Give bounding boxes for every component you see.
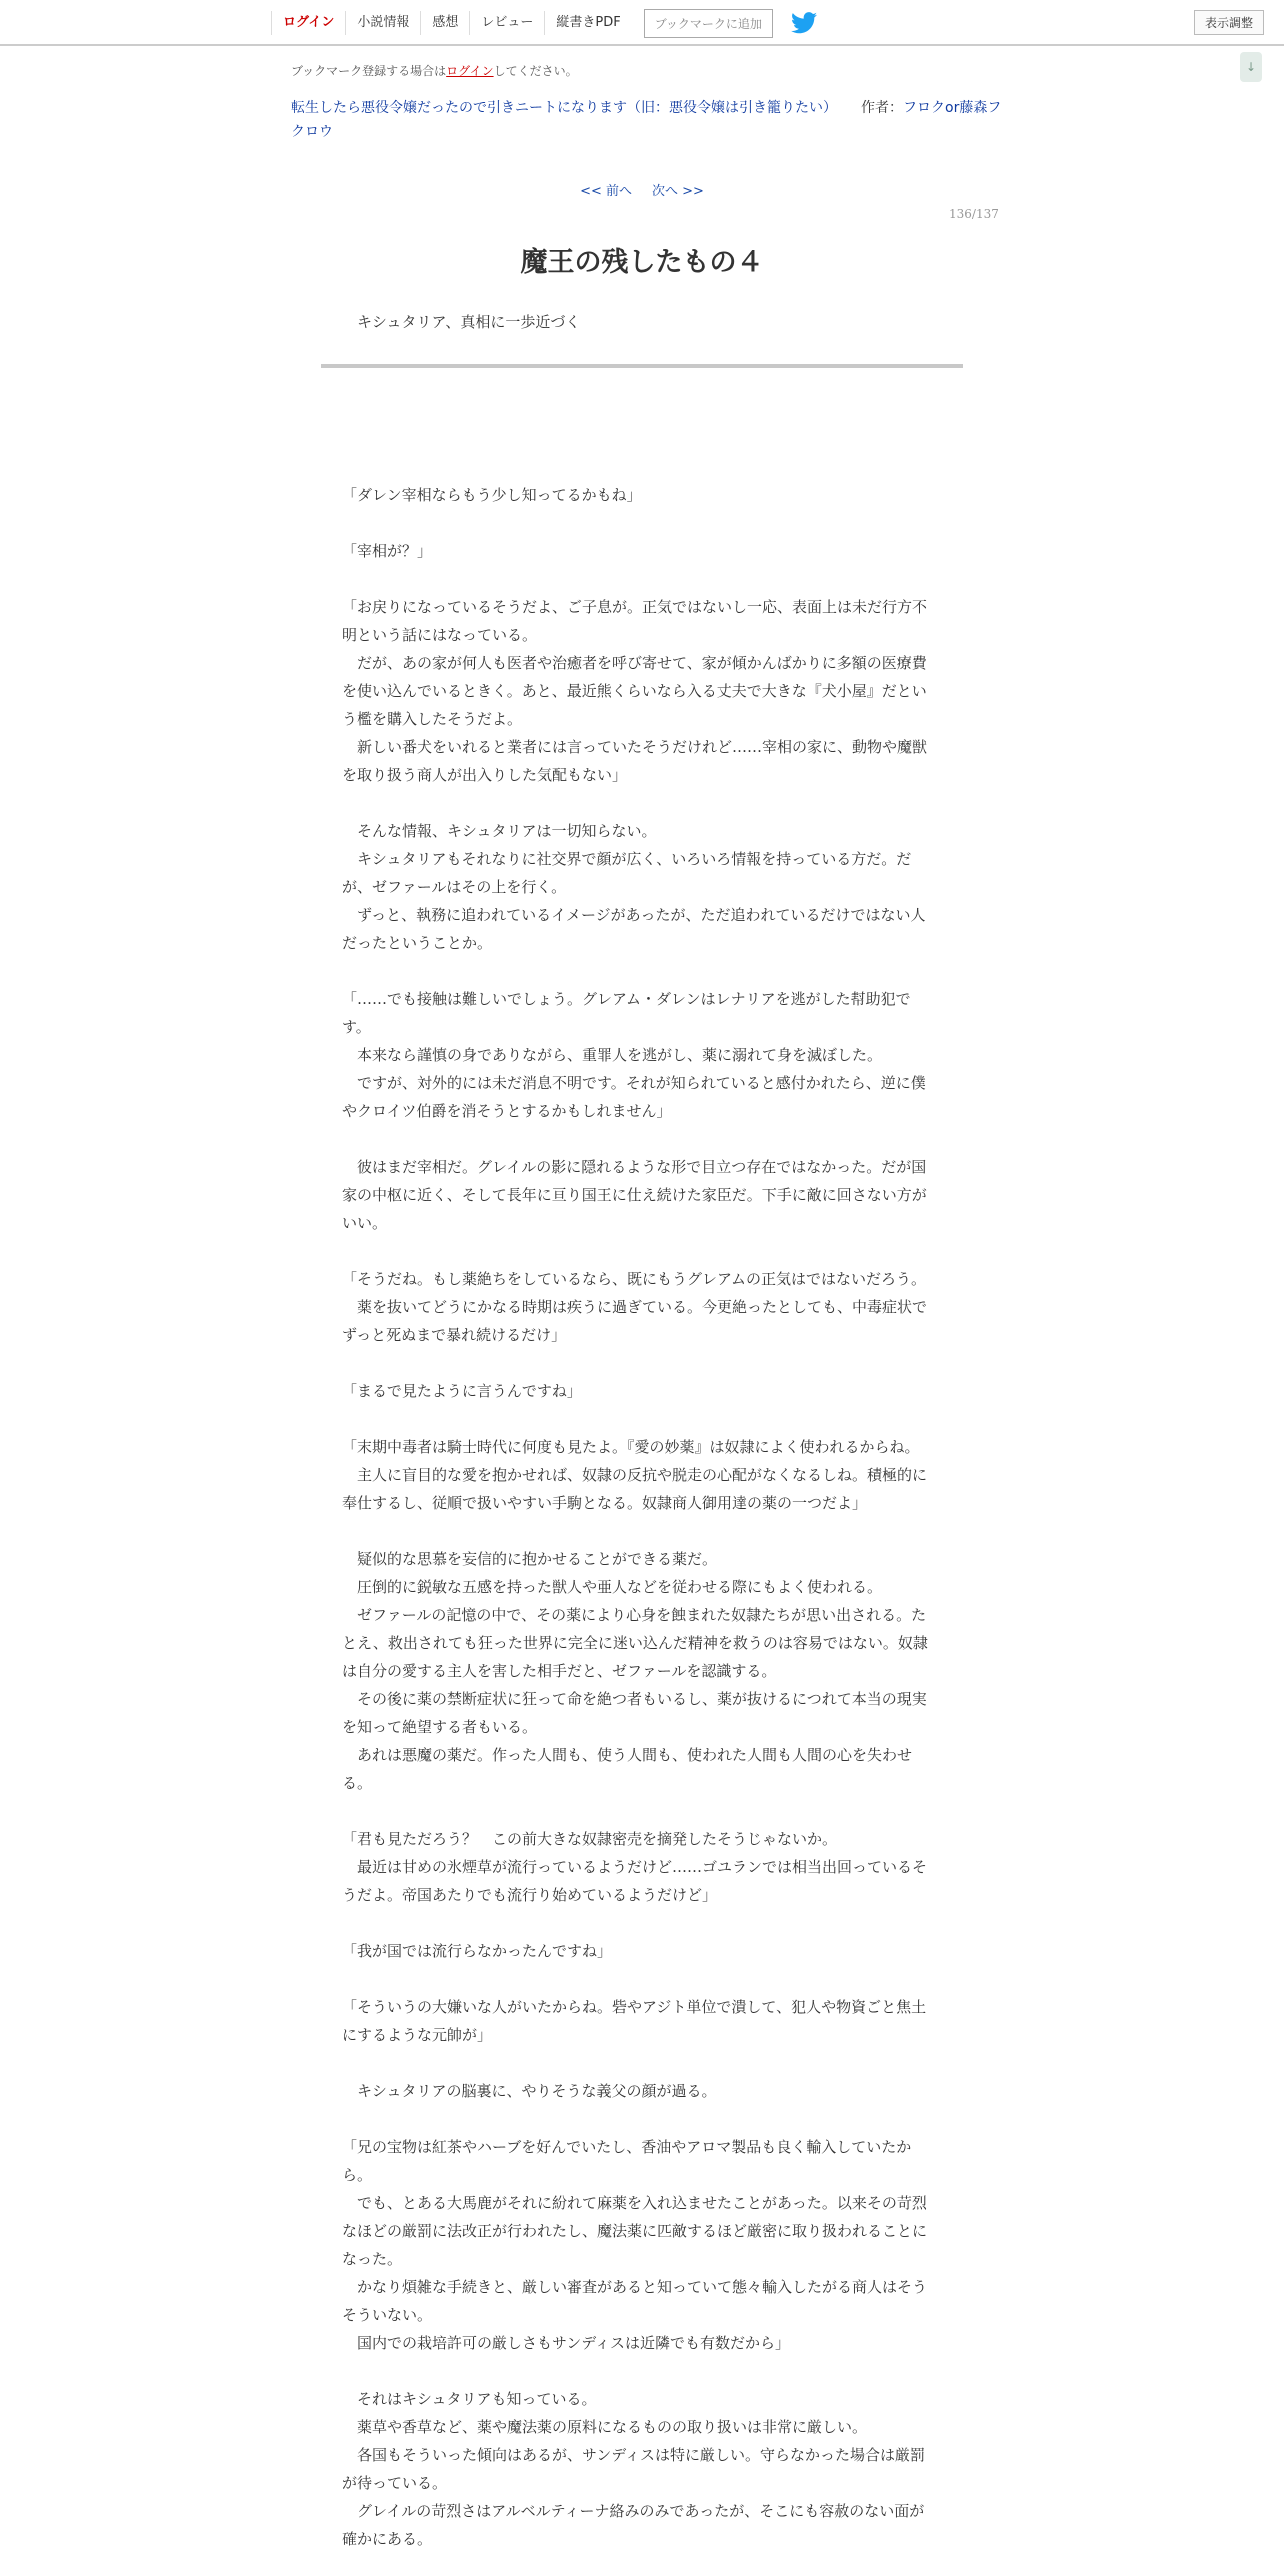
notice-suffix: してください。 — [493, 64, 578, 78]
prev-chapter-link[interactable]: << 前へ — [580, 184, 632, 199]
body-paragraph — [342, 509, 938, 537]
body-paragraph: 本来なら謹慎の身でありながら、重罪人を逃がし、薬に溺れて身を滅ぼした。 — [342, 1046, 883, 1064]
body-paragraph: キシュタリアもそれなりに社交界で顔が広く、いろいろ情報を持っている方だ。だが、ゼファールはその上を行く。 — [342, 850, 912, 896]
chapter-preface: キシュタリア、真相に一歩近づく — [357, 313, 581, 331]
body-paragraph: 「まるで見たように言うんですね」 — [342, 1382, 582, 1400]
notice-prefix: ブックマーク登録する場合は — [291, 64, 447, 78]
author-link[interactable]: フロクor藤森フクロウ — [291, 100, 1002, 140]
body-paragraph: 主人に盲目的な愛を抱かせれば、奴隷の反抗や脱走の心配がなくなるしね。積極的に奉仕するし、従順で扱いやすい手駒となる。奴隷商人御用達の薬の一つだよ」 — [342, 1466, 928, 1512]
nav-review[interactable]: レビュー — [469, 11, 544, 35]
body-paragraph — [342, 1125, 938, 1153]
body-paragraph: 「君も見ただろう？ この前大きな奴隷密売を摘発したそうじゃないか。 — [342, 1830, 838, 1848]
bookmark-login-notice — [291, 62, 578, 79]
body-paragraph: 「……でも接触は難しいでしょう。グレアム・ダレンはレナリアを逃がした幇助犯です。 — [342, 990, 911, 1036]
body-paragraph: 薬を抜いてどうにかなる時期は疾うに過ぎている。今更絶ったとしても、中毒症状でずっと死ぬまで暴れ続けるだけ」 — [342, 1298, 928, 1344]
scroll-down-button[interactable]: ↓ — [1240, 52, 1262, 82]
chapter-count: 136/137 — [949, 207, 999, 221]
body-paragraph — [342, 1797, 938, 1825]
body-paragraph — [342, 565, 938, 593]
add-bookmark-button[interactable]: ブックマークに追加 — [644, 9, 773, 38]
top-navigation-bar — [0, 0, 1284, 46]
body-paragraph: ずっと、執務に追われているイメージがあったが、ただ追われているだけではない人だったということか。 — [342, 906, 926, 952]
body-paragraph — [342, 1349, 938, 1377]
body-paragraph: その後に薬の禁断症状に狂って命を絶つ者もいるし、薬が抜けるにつれて本当の現実を知って絶望する者もいる。 — [342, 1690, 927, 1736]
body-paragraph: グレイルの苛烈さはアルベルティーナ絡みのみであったが、そこにも容赦のない面が確かにある。 — [342, 2502, 925, 2548]
body-paragraph: そんな情報、キシュタリアは一切知らない。 — [342, 822, 657, 840]
body-paragraph — [342, 1965, 938, 1993]
body-paragraph — [342, 2105, 938, 2133]
body-paragraph: 「ダレン宰相ならもう少し知ってるかもね」 — [342, 486, 642, 504]
body-paragraph: 国内での栽培許可の厳しさもサンディスは近隣でも有数だから」 — [342, 2334, 791, 2352]
chapter-pager — [0, 180, 1284, 199]
body-paragraph: 彼はまだ宰相だ。グレイルの影に隠れるような形で目立つ存在ではなかった。だが国家の中枢に近く、そして長年に亘り国王に仕え続けた家臣だ。下手に敵に回さない方がいい。 — [342, 1158, 927, 1232]
body-paragraph: 各国もそういった傾向はあるが、サンディスは特に厳しい。守らなかった場合は厳罰が待っている。 — [342, 2446, 926, 2492]
body-paragraph: 「お戻りになっているそうだよ、ご子息が。正気ではないし一応、表面上は未だ行方不明という話にはなっている。 — [342, 598, 928, 644]
body-paragraph: 「我が国では流行らなかったんですね」 — [342, 1942, 613, 1960]
body-paragraph: それはキシュタリアも知っている。 — [342, 2390, 597, 2408]
body-paragraph — [342, 1237, 938, 1265]
nav-login[interactable]: ログイン — [271, 11, 345, 35]
nav-novel-info[interactable]: 小説情報 — [345, 11, 420, 35]
body-paragraph: 「末期中毒者は騎士時代に何度も見たよ。『愛の妙薬』は奴隷によく使われるからね。 — [342, 1438, 920, 1456]
body-paragraph: 疑似的な思慕を妄信的に抱かせることができる薬だ。 — [342, 1550, 718, 1568]
body-paragraph: 「宰相が？」 — [342, 542, 433, 560]
body-paragraph: ですが、対外的には未だ消息不明です。それが知られていると感付かれたら、逆に僕やクロイツ伯爵を消そうとするかもしれません」 — [342, 1074, 926, 1120]
body-paragraph: 「そうだね。もし薬絶ちをしているなら、既にもうグレアムの正気はではないだろう。 — [342, 1270, 926, 1288]
body-paragraph: あれは悪魔の薬だ。作った人間も、使う人間も、使われた人間も人間の心を失わせる。 — [342, 1746, 913, 1792]
series-info — [291, 96, 1011, 144]
twitter-icon[interactable] — [791, 12, 817, 34]
chapter-title: 魔王の残したもの４ — [520, 247, 764, 278]
body-paragraph: かなり煩雑な手続きと、厳しい審査があると知っていて態々輸入したがる商人はそうそういない。 — [342, 2278, 928, 2324]
body-paragraph — [342, 789, 938, 817]
nav-vertical-pdf[interactable]: 縦書きPDF — [544, 11, 631, 35]
display-settings-button[interactable]: 表示調整 — [1194, 10, 1264, 35]
nav-impressions[interactable]: 感想 — [420, 11, 469, 35]
body-paragraph — [342, 1909, 938, 1937]
body-paragraph: ゼファールの記憶の中で、その薬により心身を蝕まれた奴隷たちが思い出される。たとえ、救出されても狂った世界に完全に迷い込んだ精神を救うのは容易ではない。奴隷は自分の愛する主人を害した相手だと、ゼファールを認識する。 — [342, 1606, 928, 1680]
body-paragraph — [342, 2049, 938, 2077]
body-paragraph — [342, 957, 938, 985]
body-paragraph: 最近は甘めの氷煙草が流行っているようだけど……ゴユランでは相当出回っているそうだよ。帝国あたりでも流行り始めているようだけど」 — [342, 1858, 928, 1904]
next-chapter-link[interactable]: 次へ >> — [652, 184, 704, 199]
series-title-link[interactable]: 転生したら悪役令嬢だったので引きニートになります（旧：悪役令嬢は引き籠りたい） — [291, 100, 837, 116]
body-paragraph: でも、とある大馬鹿がそれに紛れて麻薬を入れ込ませたことがあった。以来その苛烈なほどの厳罰に法改正が行われたし、魔法薬に匹敵するほど厳密に取り扱われることになった。 — [342, 2194, 928, 2268]
global-nav — [271, 0, 817, 46]
body-paragraph — [342, 1405, 938, 1433]
body-paragraph: キシュタリアの脳裏に、やりそうな義父の顔が過る。 — [342, 2082, 717, 2100]
author-label: 作者： — [861, 100, 903, 116]
body-paragraph: だが、あの家が何人も医者や治癒者を呼び寄せて、家が傾かんばかりに多額の医療費を使い込んでいるときく。あと、最近熊くらいなら入る丈夫で大きな『犬小屋』だという檻を購入したそうだよ。 — [342, 654, 927, 728]
notice-login-link[interactable]: ログイン — [446, 64, 494, 78]
body-paragraph — [342, 1517, 938, 1545]
body-paragraph: 「そういうの大嫌いな人がいたからね。砦やアジト単位で潰して、犯人や物資ごと焦土にするような元帥が」 — [342, 1998, 927, 2044]
chapter-body — [342, 481, 938, 2553]
body-paragraph: 圧倒的に鋭敏な五感を持った獣人や亜人などを従わせる際にもよく使われる。 — [342, 1578, 883, 1596]
body-paragraph: 薬草や香草など、薬や魔法薬の原料になるものの取り扱いは非常に厳しい。 — [342, 2418, 868, 2436]
body-paragraph: 新しい番犬をいれると業者には言っていたそうだけれど……宰相の家に、動物や魔獣を取り扱う商人が出入りした気配もない」 — [342, 738, 928, 784]
body-paragraph — [342, 2357, 938, 2385]
preface-divider — [321, 364, 963, 368]
body-paragraph: 「兄の宝物は紅茶やハーブを好んでいたし、香油やアロマ製品も良く輸入していたから。 — [342, 2138, 912, 2184]
